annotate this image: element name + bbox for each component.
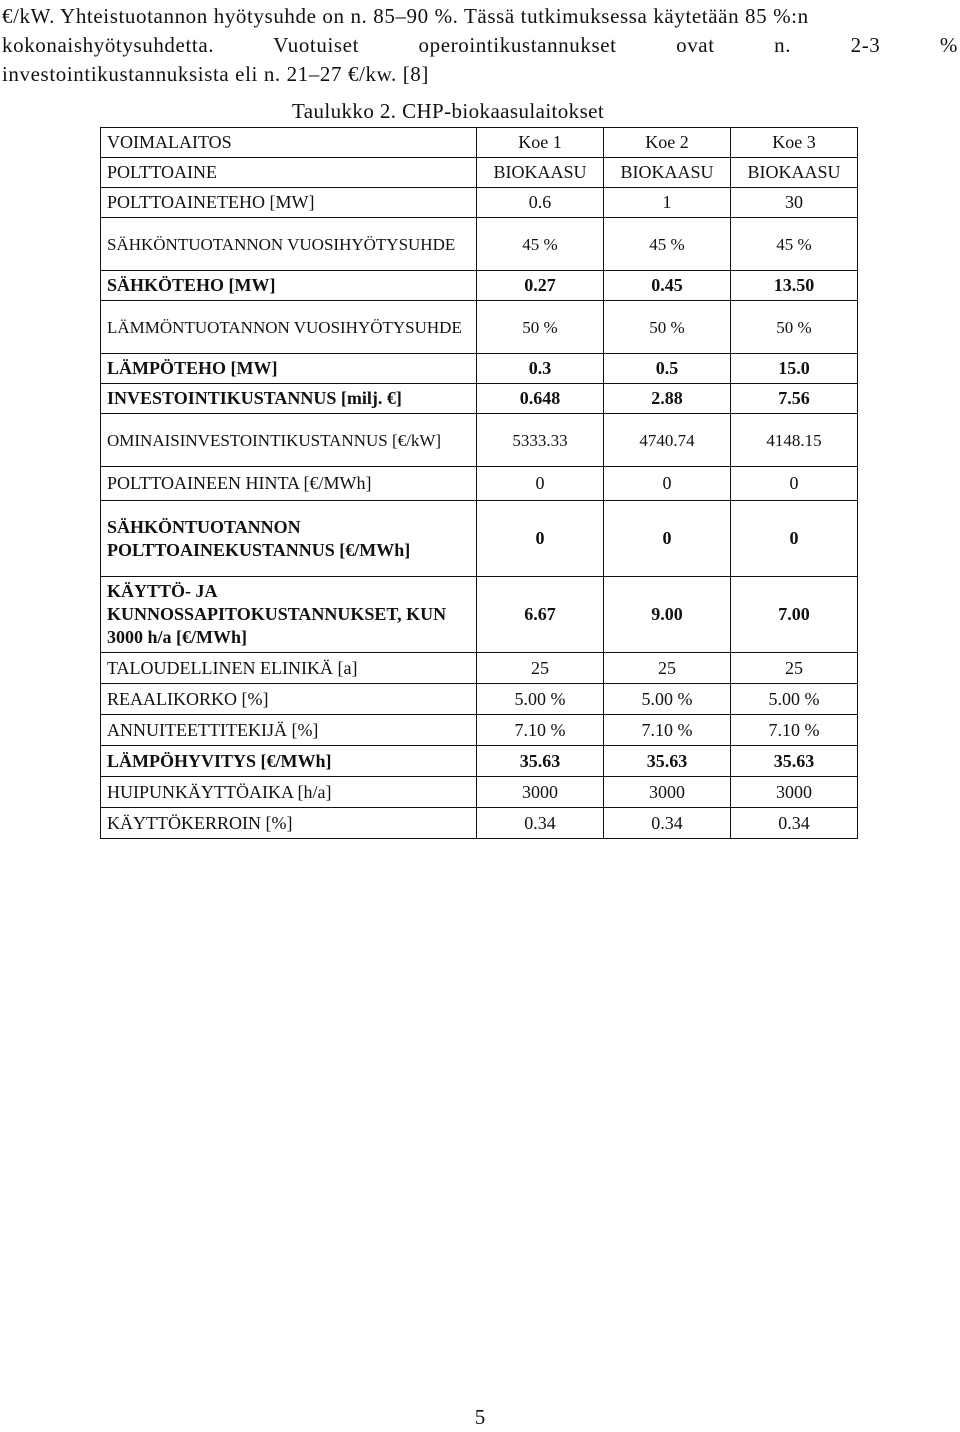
cell-koe2: 9.00 (604, 577, 731, 653)
cell-koe2: 25 (604, 653, 731, 684)
cell-koe2: 7.10 % (604, 715, 731, 746)
cell-koe3: 7.10 % (731, 715, 858, 746)
table-row (101, 301, 858, 354)
cell-koe1: 0.27 (477, 271, 604, 301)
cell-koe3: 0 (731, 501, 858, 577)
row-label: OMINAISINVESTOINTIKUSTANNUS [€/kW] (101, 414, 477, 467)
cell-koe1: 0 (477, 501, 604, 577)
cell-koe2: 3000 (604, 777, 731, 808)
table-row (101, 577, 858, 653)
table-row (101, 414, 858, 467)
cell-koe3: 15.0 (731, 354, 858, 384)
cell-koe1: 25 (477, 653, 604, 684)
cell-koe2: 5.00 % (604, 684, 731, 715)
table-row (101, 271, 858, 301)
table-row (101, 158, 858, 188)
cell-koe1: 50 % (477, 301, 604, 354)
cell-koe1: 0.6 (477, 188, 604, 218)
cell-koe1: 5.00 % (477, 684, 604, 715)
cell-koe3: 7.00 (731, 577, 858, 653)
cell-koe2: 0.34 (604, 808, 731, 839)
cell-koe3: 25 (731, 653, 858, 684)
row-label: POLTTOAINEEN HINTA [€/MWh] (101, 467, 477, 501)
table-row (101, 384, 858, 414)
cell-koe3: 13.50 (731, 271, 858, 301)
cell-koe3: 3000 (731, 777, 858, 808)
cell-koe1: 0.648 (477, 384, 604, 414)
cell-koe3: 50 % (731, 301, 858, 354)
cell-koe2: 1 (604, 188, 731, 218)
cell-koe1: 0 (477, 467, 604, 501)
cell-koe2: 45 % (604, 218, 731, 271)
row-label: SÄHKÖNTUOTANNON VUOSIHYÖTYSUHDE (101, 218, 477, 271)
table-row (101, 653, 858, 684)
cell-koe3: 5.00 % (731, 684, 858, 715)
cell-koe1: 0.3 (477, 354, 604, 384)
cell-koe2: 0.5 (604, 354, 731, 384)
table-row (101, 128, 858, 158)
page-number: 5 (474, 1405, 486, 1429)
table-row (101, 354, 858, 384)
cell-koe3: BIOKAASU (731, 158, 858, 188)
table-caption: Taulukko 2. CHP-biokaasulaitokset (292, 99, 605, 123)
cell-koe2: 35.63 (604, 746, 731, 777)
intro-line: kokonaishyötysuhdetta. Vuotuiset operointikustannukset ovat n. 2-3 % (2, 33, 958, 57)
cell-koe3: 30 (731, 188, 858, 218)
row-label: POLTTOAINETEHO [MW] (101, 188, 477, 218)
row-label: TALOUDELLINEN ELINIKÄ [a] (101, 653, 477, 684)
cell-koe1: 0.34 (477, 808, 604, 839)
cell-koe1: 45 % (477, 218, 604, 271)
table-row (101, 808, 858, 839)
row-label: SÄHKÖNTUOTANNON POLTTOAINEKUSTANNUS [€/MWh] (101, 501, 477, 577)
row-label: SÄHKÖTEHO [MW] (101, 271, 477, 301)
table-row (101, 218, 858, 271)
row-label: INVESTOINTIKUSTANNUS [milj. €] (101, 384, 477, 414)
cell-koe2: BIOKAASU (604, 158, 731, 188)
cell-koe3: 45 % (731, 218, 858, 271)
row-label: REAALIKORKO [%] (101, 684, 477, 715)
table-row (101, 188, 858, 218)
cell-koe3: Koe 3 (731, 128, 858, 158)
cell-koe3: 7.56 (731, 384, 858, 414)
row-label: HUIPUNKÄYTTÖAIKA [h/a] (101, 777, 477, 808)
intro-line: investointikustannuksista eli n. 21–27 €/kw. [8] (2, 62, 429, 86)
intro-paragraph (2, 2, 958, 89)
row-label: LÄMMÖNTUOTANNON VUOSIHYÖTYSUHDE (101, 301, 477, 354)
cell-koe1: 7.10 % (477, 715, 604, 746)
cell-koe2: 0.45 (604, 271, 731, 301)
cell-koe1: 6.67 (477, 577, 604, 653)
row-label: ANNUITEETTITEKIJÄ [%] (101, 715, 477, 746)
table-row (101, 746, 858, 777)
row-label: POLTTOAINE (101, 158, 477, 188)
table-row (101, 467, 858, 501)
table-row (101, 777, 858, 808)
cell-koe1: 5333.33 (477, 414, 604, 467)
cell-koe1: BIOKAASU (477, 158, 604, 188)
cell-koe2: Koe 2 (604, 128, 731, 158)
cell-koe3: 4148.15 (731, 414, 858, 467)
table-row (101, 501, 858, 577)
cell-koe3: 35.63 (731, 746, 858, 777)
cell-koe2: 4740.74 (604, 414, 731, 467)
table-row (101, 684, 858, 715)
cell-koe3: 0.34 (731, 808, 858, 839)
intro-line: €/kW. Yhteistuotannon hyötysuhde on n. 85–90 %. Tässä tutkimuksessa käytetään 85 %:n (2, 4, 809, 28)
row-label: KÄYTTÖ- JA KUNNOSSAPITOKUSTANNUKSET, KUN 3000 h/a [€/MWh] (101, 577, 477, 653)
row-label: KÄYTTÖKERROIN [%] (101, 808, 477, 839)
cell-koe3: 0 (731, 467, 858, 501)
cell-koe1: 3000 (477, 777, 604, 808)
row-label: LÄMPÖHYVITYS [€/MWh] (101, 746, 477, 777)
row-label: LÄMPÖTEHO [MW] (101, 354, 477, 384)
cell-koe2: 0 (604, 501, 731, 577)
cell-koe2: 2.88 (604, 384, 731, 414)
row-label: VOIMALAITOS (101, 128, 477, 158)
chp-biogas-table (100, 127, 858, 839)
cell-koe2: 50 % (604, 301, 731, 354)
cell-koe1: 35.63 (477, 746, 604, 777)
cell-koe2: 0 (604, 467, 731, 501)
cell-koe1: Koe 1 (477, 128, 604, 158)
table-row (101, 715, 858, 746)
